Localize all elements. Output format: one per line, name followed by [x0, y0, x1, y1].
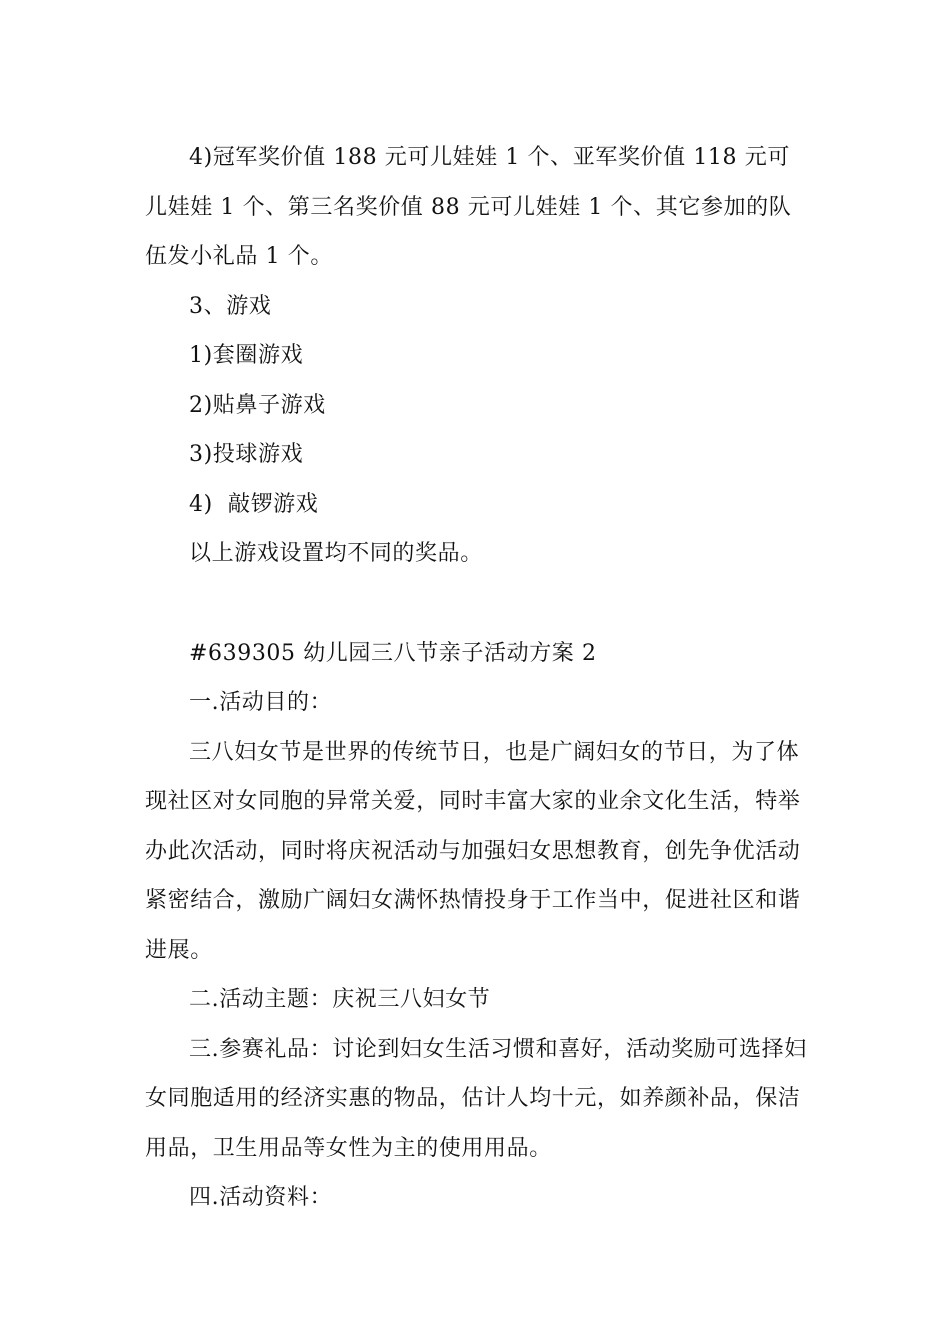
materials-heading: 四.活动资料： — [189, 1185, 333, 1210]
section-spacer — [145, 579, 810, 629]
game-item-ring-toss: 1)套圈游戏 — [189, 343, 304, 368]
section-title: #639305 幼儿园三八节亲子活动方案 2 — [189, 640, 597, 666]
games-heading: 3、游戏 — [189, 293, 272, 319]
game-item-gong: 4) 敲锣游戏 — [189, 491, 319, 517]
game-item-nose-sticking: 2)贴鼻子游戏 — [189, 392, 326, 418]
game-item-ball-throw: 3)投球游戏 — [189, 442, 304, 467]
purpose-paragraph: 三八妇女节是世界的传统节日，也是广阔妇女的节日，为了体现社区对女同胞的异常关爱，同时丰富大家的业余文化生活，特举办此次活动，同时将庆祝活动与加强妇女思想教育，创先争优活动紧密结合，激励广阔妇女满怀热情投身于工作当中，促进社区和谐进展。 — [145, 739, 801, 963]
document-body — [145, 133, 810, 1223]
theme-line: 二.活动主题：庆祝三八妇女节 — [189, 987, 491, 1012]
prize-paragraph: 4)冠军奖价值 188 元可儿娃娃 1 个、亚军奖价值 118 元可儿娃娃 1 个、第三名奖价值 88 元可儿娃娃 1 个、其它参加的队伍发小礼品 1 个。 — [145, 145, 792, 269]
games-prize-note: 以上游戏设置均不同的奖品。 — [189, 541, 483, 566]
purpose-heading: 一.活动目的： — [189, 690, 333, 715]
gifts-paragraph: 三.参赛礼品：讨论到妇女生活习惯和喜好，活动奖励可选择妇女同胞适用的经济实惠的物品，估计人均十元，如养颜补品，保洁用品，卫生用品等女性为主的使用用品。 — [145, 1036, 807, 1161]
